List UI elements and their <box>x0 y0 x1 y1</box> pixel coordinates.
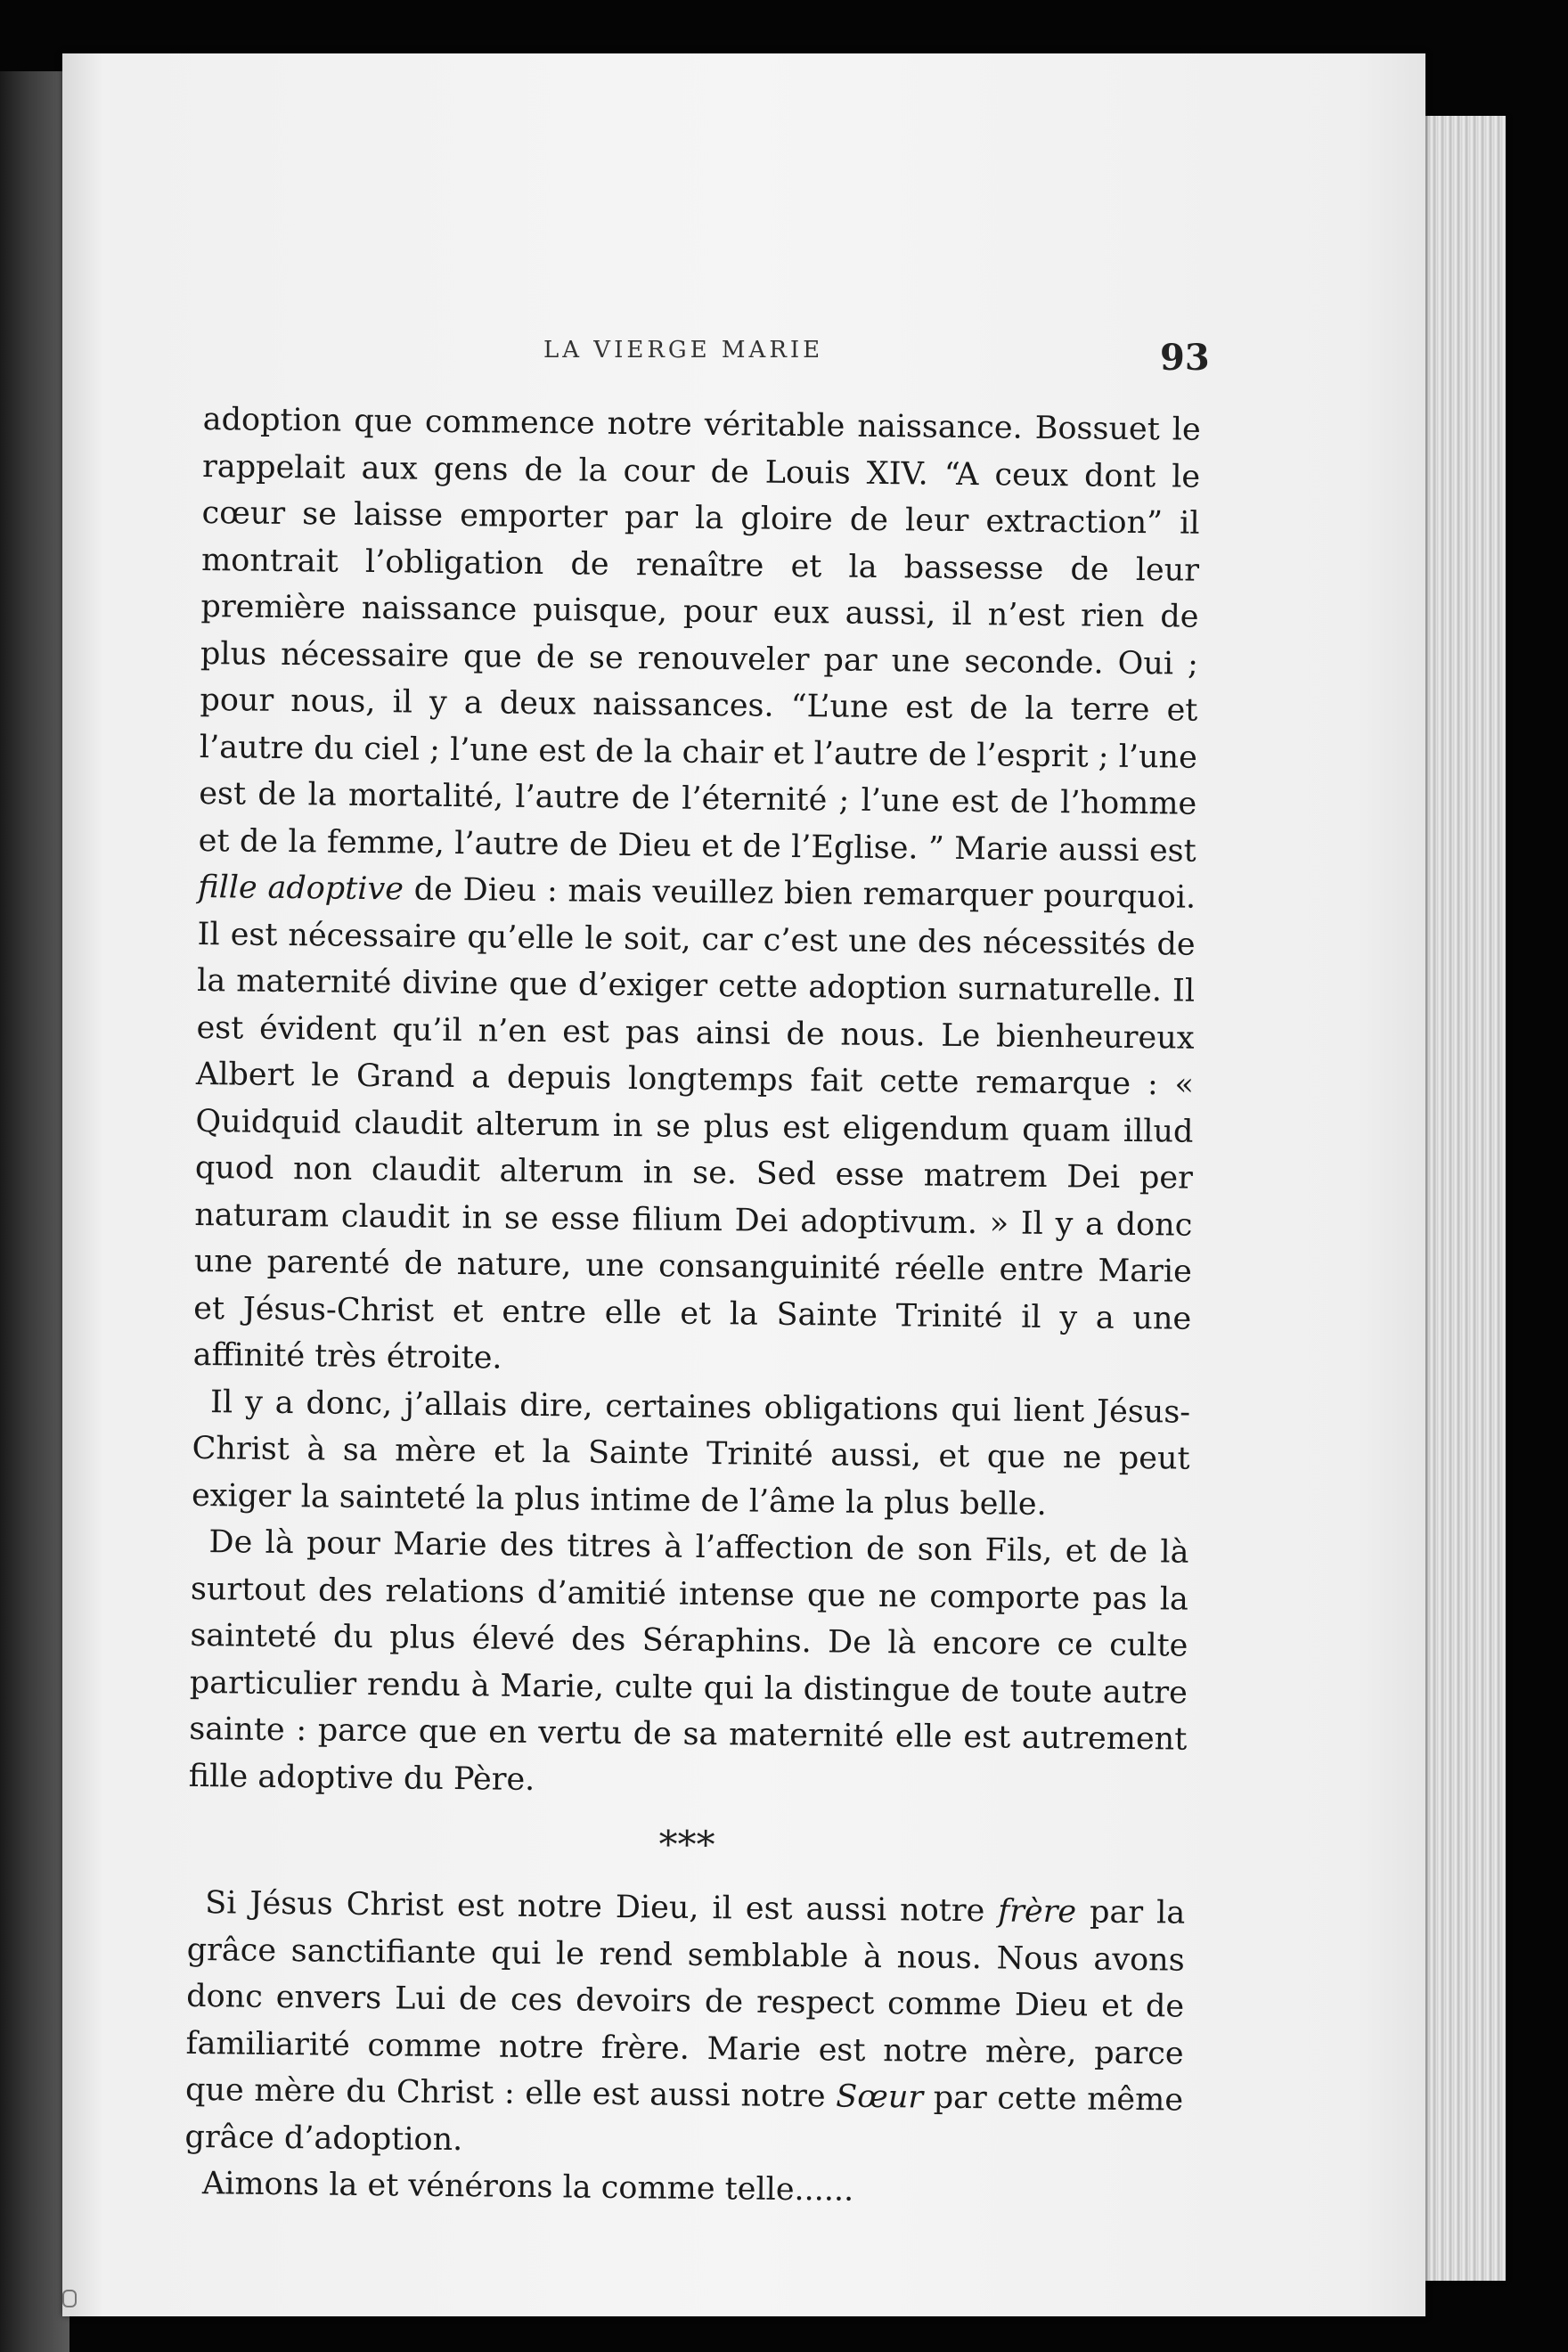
paragraph-4-text-a: Si Jésus Christ est notre Dieu, il est aussi notre <box>205 1885 999 1930</box>
book-page <box>62 53 1425 2316</box>
paragraph-1 <box>192 396 1200 1389</box>
asterism: *** <box>658 1822 715 1867</box>
previous-page-edge <box>0 71 69 2352</box>
paragraph-4-italic-soeur: Sœur <box>836 2078 924 2116</box>
paragraph-4-text-b: par la grâce sanctifiante qui le rend semblable à nous. Nous avons donc envers Lui de ces devoirs de respect comme Dieu et de familiarité comme notre frère. Marie est notre mère, parce que mère du Christ : elle est aussi notre <box>184 1894 1186 2115</box>
paragraph-1-text-b: de Dieu : mais veuillez bien remarquer pourquoi. Il est nécessaire qu’elle le soit, car c’est une des nécessités de la maternité divine que d’exiger cette adoption surnaturelle. Il est évident qu’il n’en est pas ainsi de nous. Le bienheureux Albert le Grand a depuis longtemps fait cette remarque : « Quidquid claudit alterum in se plus est eligendum quam illud quod non claudit alterum in se. Sed esse matrem Dei per naturam claudit in se esse filium Dei adoptivum. » Il y a donc une parenté de nature, une consanguinité réelle entre Marie et Jésus-Christ et entre elle et la Sainte Trinité il y a une affinité très étroite. <box>192 871 1196 1376</box>
paragraph-4-text-c: par cette même grâce d’adoption. <box>184 2079 1184 2158</box>
page-stack-edge <box>1421 116 1506 2281</box>
paragraph-2: Il y a donc, j’allais dire, certaines obligations qui lient Jésus-Christ à sa mère et la Sainte Trinité aussi, et que ne peut exiger la sainteté la plus intime de l’âme la plus belle. <box>191 1384 1191 1523</box>
paragraph-5: Aimons la et vénérons la comme telle...... <box>201 2166 854 2209</box>
page-body <box>184 396 1201 2217</box>
paragraph-4-italic-frere: frère <box>998 1893 1077 1931</box>
running-title: LA VIERGE MARIE <box>543 337 824 363</box>
paragraph-1-italic: fille adoptive <box>198 869 404 908</box>
page-number: 93 <box>1160 337 1210 379</box>
paragraph-1-text-a: adoption que commence notre véritable naissance. Bossuet le rappelait aux gens de la cour de Louis XIV. “A ceux dont le cœur se laisse emporter par la gloire de leur extraction” il montrait l’obligation de renaître et la bassesse de leur première naissance puisque, pour eux aussi, il n’est rien de plus nécessaire que de se renouveler par une seconde. Oui ; pour nous, il y a deux naissances. “L’une est de la terre et l’autre du ciel ; l’une est de la chair et l’autre de l’esprit ; l’une est de la mortalité, l’autre de l’éternité ; l’une est de l’homme et de la femme, l’autre de Dieu et de l’Eglise. ” Marie aussi est <box>198 401 1201 870</box>
paragraph-4 <box>184 1880 1185 2171</box>
scan-artifact-mark <box>62 2290 77 2307</box>
paragraph-3: De là pour Marie des titres à l’affection de son Fils, et de là surtout des relations d’amitié intense que ne comporte pas la sainteté du plus élevé des Séraphins. De là encore ce culte particulier rendu à Marie, culte qui la distingue de toute autre sainte : parce que en vertu de sa maternité elle est autrement fille adoptive du Père. <box>188 1524 1189 1798</box>
